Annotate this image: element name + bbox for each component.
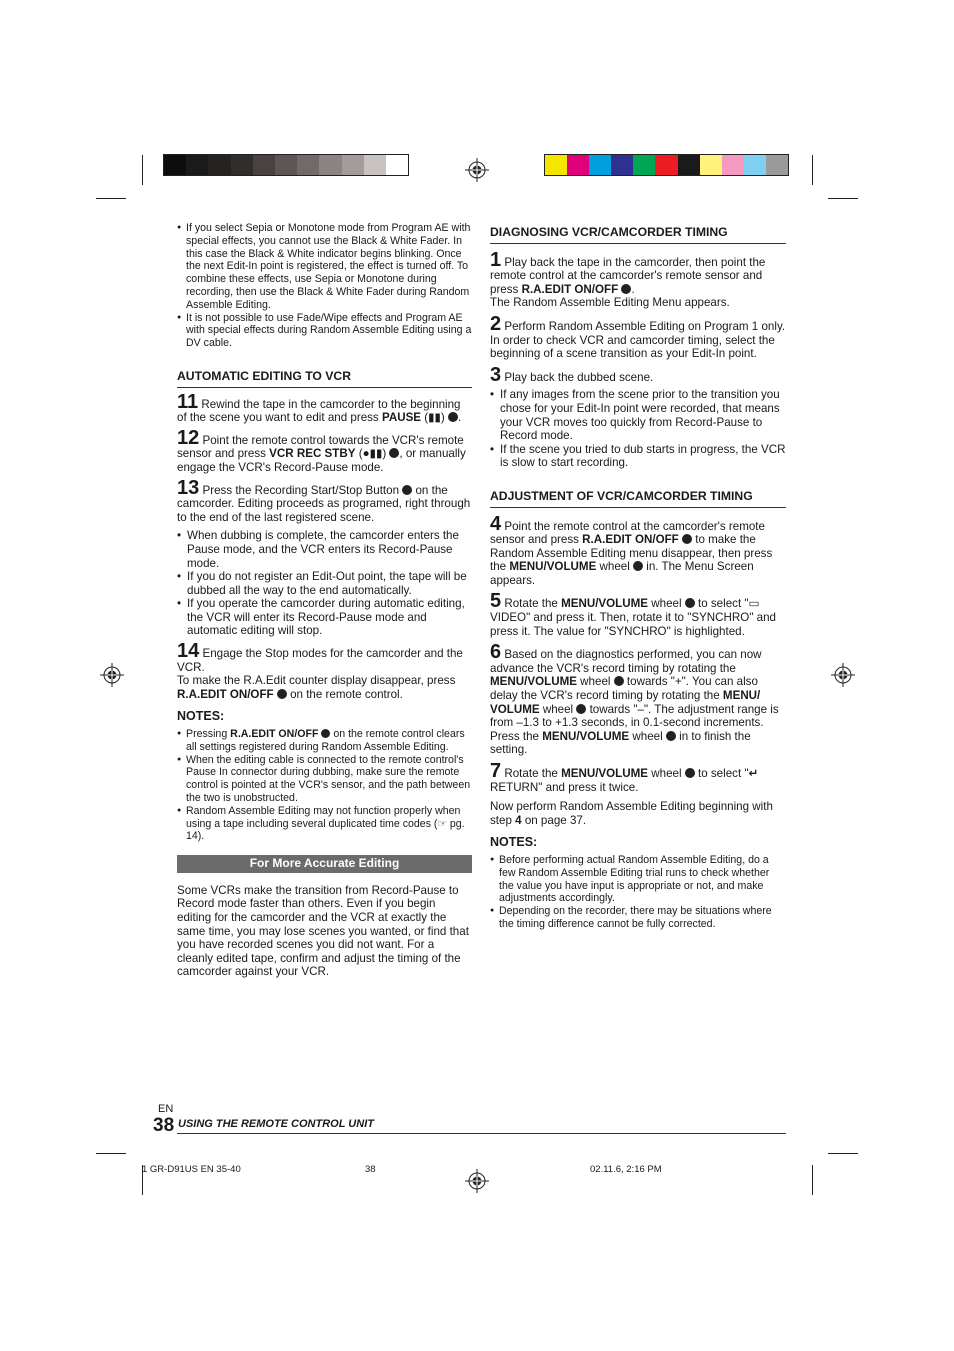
step-1-extra: The Random Assemble Editing Menu appears. [490, 296, 730, 310]
crop-mark [96, 198, 126, 199]
crop-mark [828, 1153, 858, 1154]
circled-ref-icon [685, 598, 695, 608]
step-1: 1 Play back the tape in the camcorder, then point the remote control at the camcorder's remote sensor and press R.A.EDIT ON/OFF . [490, 248, 766, 296]
circled-ref-icon [685, 768, 695, 778]
step-6: 6 Based on the diagnostics performed, you can now advance the VCR's record timing by rotating the MENU/VOLUME wheel towards "+". You can also delay the VCR's record timing by rotating the MENU/ VOLUME wheel towards "–". The adjustment range is from –1.3 to +1.3 seconds, in 0.1-second increments. Press the MENU/VOLUME wheel in to finish the setting. [490, 641, 779, 757]
notes-heading: NOTES: [490, 835, 538, 850]
calibration-swatch [655, 155, 677, 175]
calibration-swatch [231, 155, 253, 175]
section-heading-diagnosing: DIAGNOSING VCR/CAMCORDER TIMING [490, 226, 786, 244]
note-bullet: ● Pressing R.A.EDIT ON/OFF on the remote control clears all settings registered during Random Assemble Editing. [177, 728, 472, 754]
list-item: • If the scene you tried to dub starts in progress, the VCR is slow to start recording. [490, 443, 786, 470]
print-page-label: 38 [365, 1164, 376, 1175]
calibration-swatch [253, 155, 275, 175]
calibration-swatch [611, 155, 633, 175]
language-label: EN [158, 1103, 174, 1115]
registration-mark-icon [465, 158, 489, 182]
calibration-swatch [766, 155, 788, 175]
right-column [490, 226, 786, 931]
list-item: • If you do not register an Edit-Out point, the tape will be dubbed all the way to the end automatically. [177, 570, 472, 597]
print-job-label: 1 GR-D91US EN 35-40 [142, 1164, 241, 1175]
calibration-swatch [275, 155, 297, 175]
list-item: • If any images from the scene prior to the transition you chose for your Edit-In point were recorded, that means your VCR moves too quickly from Record-Pause to Record mode. [490, 388, 786, 442]
step-4: 4 Point the remote control at the camcorder's remote sensor and press R.A.EDIT ON/OFF to make the Random Assemble Editing menu disappear, then press the MENU/VOLUME wheel in. The Menu Screen appears. [490, 512, 773, 587]
circled-ref-icon [277, 689, 287, 699]
calibration-swatch [700, 155, 722, 175]
calibration-swatch [297, 155, 319, 175]
video-cassette-icon: ▭ [748, 597, 760, 611]
note-bullet: ● Depending on the recorder, there may be situations where the timing difference cannot be fully corrected. [490, 905, 786, 931]
calibration-swatch [545, 155, 567, 175]
section-heading-adjustment: ADJUSTMENT OF VCR/CAMCORDER TIMING [490, 490, 786, 508]
calibration-swatch [364, 155, 386, 175]
note-bullet: ● Random Assemble Editing may not function properly when using a tape including several duplicated time codes (☞ pg. 14). [177, 805, 472, 843]
note-bullet: ● When the editing cable is connected to the remote control's Pause In connector during dubbing, make sure the remote control is pointed at the VCR's sensor, and the path between the two is unobstructed. [177, 754, 472, 805]
calibration-swatch [186, 155, 208, 175]
return-icon: ↵ [748, 767, 759, 780]
registration-mark-icon [100, 663, 124, 687]
circled-ref-icon [682, 534, 692, 544]
step-2: 2 Perform Random Assemble Editing on Program 1 only. In order to check VCR and camcorder timing, select the beginning of a scene transition as your Edit-In point. [490, 312, 786, 361]
section-title: USING THE REMOTE CONTROL UNIT [178, 1118, 374, 1130]
notes-heading: NOTES: [177, 709, 225, 724]
box-paragraph: Some VCRs make the transition from Record-Pause to Record mode faster than others. Even if you begin editing for the camcorder and the VCR at exactly the same time, you may lose scenes you wanted, or find that you have recorded scenes you did not want. For a cleanly edited tape, confirm and adjust the timing of the camcorder against your VCR. [177, 883, 469, 979]
calibration-swatch [164, 155, 186, 175]
crop-mark [96, 1153, 126, 1154]
step-11: 11 Rewind the tape in the camcorder to the beginning of the scene you want to edit and press PAUSE (▮▮) . [177, 390, 462, 425]
step-14: 14 Engage the Stop modes for the camcorder and the VCR. [177, 640, 463, 674]
left-column [177, 222, 472, 979]
print-date-label: 02.11.6, 2:16 PM [590, 1164, 662, 1175]
calibration-swatch [342, 155, 364, 175]
step-12: 12 Point the remote control towards the VCR's remote sensor and press VCR REC STBY (●▮▮) , or manually engage the VCR's Record-Pause mode. [177, 426, 466, 474]
crop-mark [142, 155, 143, 185]
circled-ref-icon [621, 284, 631, 294]
crop-mark [812, 155, 813, 185]
calibration-swatch [744, 155, 766, 175]
circled-ref-icon [576, 704, 586, 714]
registration-mark-icon [465, 1169, 489, 1193]
calibration-swatch [589, 155, 611, 175]
after-steps-paragraph: Now perform Random Assemble Editing beginning with step 4 on page 37. [490, 800, 773, 827]
color-calibration-bar [544, 154, 789, 176]
circled-ref-icon [666, 731, 676, 741]
calibration-swatch [208, 155, 230, 175]
circled-ref-icon [448, 412, 458, 422]
step-13: 13 Press the Recording Start/Stop Button on the camcorder. Editing proceeds as programed, right through to the end of the last registered scene. [177, 476, 471, 524]
circled-ref-icon [389, 448, 399, 458]
note-bullet: ● It is not possible to use Fade/Wipe effects and Program AE with special effects during Random Assemble Editing using a DV cable. [177, 312, 472, 350]
list-item: • If you operate the camcorder during automatic editing, the VCR will enter its Record-Pause mode and automatic editing will stop. [177, 597, 472, 638]
crop-mark [812, 1165, 813, 1195]
calibration-swatch [678, 155, 700, 175]
calibration-swatch [567, 155, 589, 175]
step-3: 3 Play back the dubbed scene. [490, 363, 654, 386]
crop-mark [828, 198, 858, 199]
section-heading-automatic-editing: AUTOMATIC EDITING TO VCR [177, 370, 472, 388]
registration-mark-icon [831, 663, 855, 687]
calibration-swatch [319, 155, 341, 175]
calibration-swatch [633, 155, 655, 175]
circled-ref-icon [614, 676, 624, 686]
box-heading: For More Accurate Editing [177, 855, 472, 873]
grayscale-calibration-bar [163, 154, 409, 176]
step-5: 5 Rotate the MENU/VOLUME wheel to select "▭ VIDEO" and press it. Then, rotate it to "SYNCHRO" and press it. The value for "SYNCHRO" is highlighted. [490, 590, 776, 638]
list-item: • When dubbing is complete, the camcorder enters the Pause mode, and the VCR enters its Record-Pause mode. [177, 529, 472, 570]
page-number: 38 [153, 1115, 175, 1136]
step-7: 7 Rotate the MENU/VOLUME wheel to select "↵ RETURN" and press it twice. [490, 760, 759, 794]
note-bullet: ● If you select Sepia or Monotone mode from Program AE with special effects, you cannot use the Black & White Fader. In this case the Black & White indicator begins blinking. Once the next Edit-In point is registered, the effect is turned off. To combine these effects, use Sepia or Monotone during recording, then use the Black & White Fader during Random Assemble Editing. [177, 222, 472, 312]
calibration-swatch [386, 155, 408, 175]
note-bullet: ● Before performing actual Random Assemble Editing, do a few Random Assemble Editing trial runs to check whether the value you have input is appropriate or not, and make adjustments accordingly. [490, 854, 786, 905]
step-14-extra: To make the R.A.Edit counter display disappear, press R.A.EDIT ON/OFF on the remote control. [177, 674, 456, 701]
circled-ref-icon [402, 485, 412, 495]
circled-ref-icon [633, 561, 643, 571]
footer-rule [177, 1133, 786, 1134]
calibration-swatch [722, 155, 744, 175]
